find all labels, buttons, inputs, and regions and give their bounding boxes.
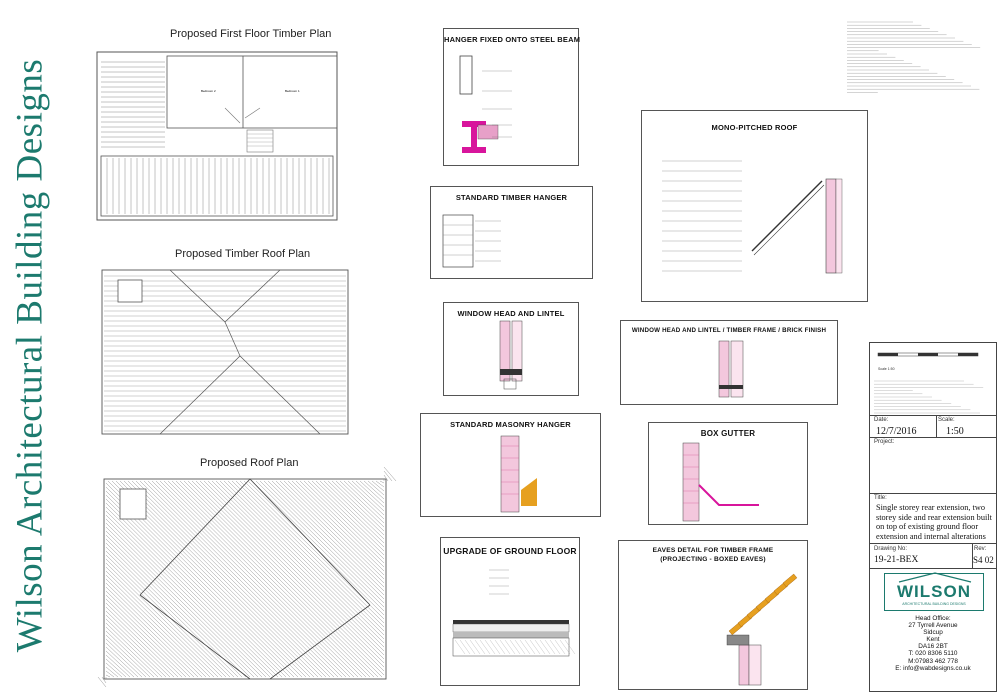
panel-title-standard-timber-hanger: STANDARD TIMBER HANGER	[455, 193, 568, 202]
drawing-no-value: 19-21-BEX	[874, 555, 919, 565]
roof-plan-title: Proposed Roof Plan	[200, 457, 299, 469]
project-label: Project:	[874, 439, 895, 445]
address-email[interactable]: E: info@wabdesigns.co.uk	[895, 664, 971, 672]
timber-roof-plan-title: Proposed Timber Roof Plan	[175, 248, 311, 260]
company-address	[870, 615, 996, 672]
date-value: 12/7/2016	[876, 426, 917, 437]
panel-window-timber-frame	[620, 320, 838, 405]
rev-label: Rev:	[974, 546, 987, 552]
title-label: Title:	[874, 495, 887, 501]
address-line: 27 Tyrrell Avenue	[908, 622, 958, 630]
address-line: Head Office:	[915, 615, 951, 622]
room-label-bedroom-1: Bedroom 1	[285, 89, 300, 93]
panel-title-mono-roof: MONO-PITCHED ROOF	[711, 123, 798, 132]
panel-title-box-gutter: BOX GUTTER	[700, 429, 756, 438]
panel-hanger-steel-beam	[443, 28, 579, 166]
panel-title-window-lintel: WINDOW HEAD AND LINTEL	[457, 309, 565, 318]
panel-mono-pitched-roof	[641, 110, 868, 302]
logo-subtitle: ARCHITECTURAL BUILDING DESIGNS	[902, 602, 966, 606]
title-block	[869, 342, 997, 692]
panel-standard-timber-hanger	[430, 186, 593, 279]
date-label: Date:	[874, 417, 889, 423]
address-line: Sidcup	[923, 629, 943, 637]
timber-roof-plan-drawing	[100, 266, 350, 436]
panel-subtitle-eaves: (PROJECTING - BOXED EAVES)	[660, 556, 766, 563]
first-floor-plan-title: Proposed First Floor Timber Plan	[170, 28, 332, 40]
panel-window-head-lintel	[443, 302, 579, 396]
first-floor-plan-drawing	[95, 48, 340, 223]
panel-title-ground-floor: UPGRADE OF GROUND FLOOR	[443, 546, 577, 556]
roof-plan-drawing	[100, 475, 390, 685]
room-label-bedroom-2: Bedroom 2	[201, 89, 216, 93]
address-line: DA16 2BT	[918, 643, 948, 651]
address-line: M:07983 462 778	[908, 657, 958, 665]
rev-value: S4 02	[973, 555, 994, 565]
panel-standard-masonry-hanger	[420, 413, 601, 517]
address-line: Kent	[926, 636, 940, 644]
drawing-no-label: Drawing No:	[874, 546, 908, 552]
panel-box-gutter	[648, 422, 808, 525]
panel-title-window-timber: WINDOW HEAD AND LINTEL / TIMBER FRAME / BRICK FINISH	[631, 327, 827, 334]
panel-eaves-detail	[618, 540, 808, 690]
logo-word: WILSON	[897, 582, 971, 601]
scale-bar-label: Scale 1:50	[878, 367, 895, 371]
address-line: T: 020 8306 5110	[908, 650, 958, 658]
panel-title-eaves: EAVES DETAIL FOR TIMBER FRAME	[652, 547, 774, 554]
scale-value: 1:50	[946, 426, 964, 437]
general-notes-block	[845, 18, 993, 96]
panel-title-hanger-steel-beam: HANGER FIXED ONTO STEEL BEAM	[444, 35, 581, 44]
brand-vertical-title: Wilson Architectural Building Designs	[9, 58, 51, 652]
drawing-title: Single storey rear extension, two storey side and rear extension built on top of existing ground floor extension and internal alterations	[876, 503, 992, 541]
panel-title-masonry-hanger: STANDARD MASONRY HANGER	[450, 420, 571, 429]
company-logo	[884, 573, 984, 611]
panel-upgrade-ground-floor	[440, 537, 580, 686]
scale-label: Scale:	[938, 417, 955, 423]
